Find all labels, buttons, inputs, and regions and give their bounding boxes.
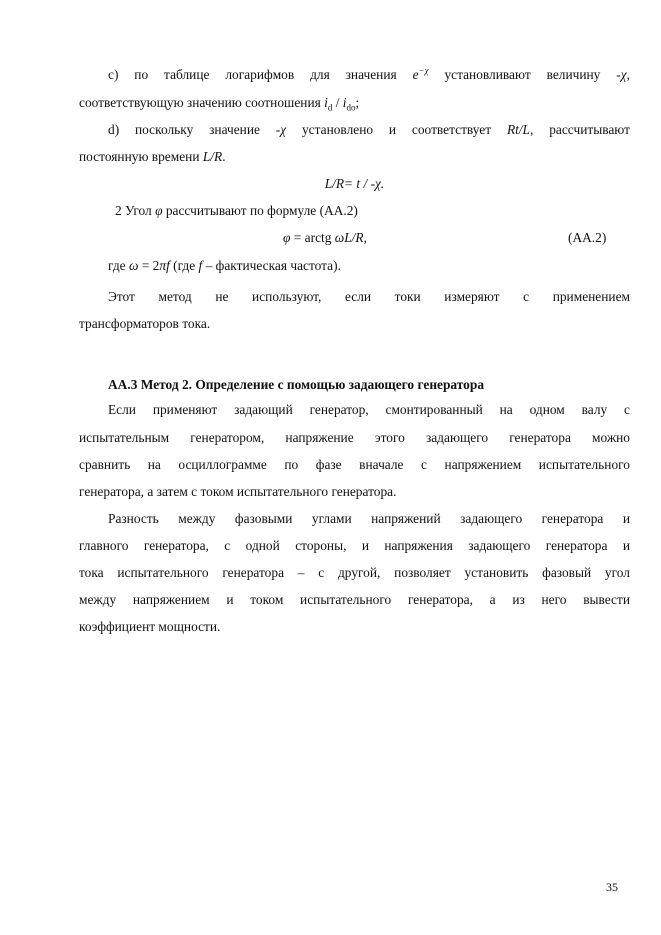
paragraph-5-line-5: коэффициент мощности.	[79, 619, 221, 634]
where-line	[108, 257, 630, 274]
text: рассчитывают по формуле (АА.2)	[162, 203, 358, 218]
text: 2 Угол	[115, 203, 156, 218]
paragraph-3-line-1: Этот метод не используют, если токи измеряют с применением	[108, 289, 630, 304]
symbol-i: i	[324, 95, 328, 110]
symbol-l-r: L/R	[202, 149, 223, 164]
symbol-chi: χ	[280, 122, 287, 137]
note-2	[115, 202, 661, 219]
text: постоянную времени	[79, 149, 203, 164]
symbol-f: f	[198, 258, 203, 273]
text: ,	[363, 230, 367, 245]
text: d) поскольку значение -	[108, 122, 281, 137]
subscript-do: do	[346, 102, 356, 113]
symbol-phi: φ	[155, 203, 163, 218]
paragraph-3-line-2: трансформаторов тока.	[79, 316, 211, 331]
paragraph-d-line-2	[79, 148, 630, 165]
text: = 2	[138, 258, 160, 273]
paragraph-d-line-1	[108, 121, 630, 138]
page-number: 35	[606, 880, 618, 894]
text: – фактическая частота).	[202, 258, 341, 273]
paragraph-4-line-4: генератора, а затем с током испытательного генератора.	[79, 484, 397, 499]
text: (где	[169, 258, 199, 273]
equation-aa2	[283, 229, 483, 246]
text: соответствующую значению соотношения	[79, 95, 325, 110]
text: = arctg	[290, 230, 335, 245]
symbol-omega: ω	[128, 258, 139, 273]
equation-number: (АА.2)	[568, 230, 607, 245]
symbol-e: e	[412, 67, 419, 82]
paragraph-5-line-2: главного генератора, с одной стороны, и напряжения задающего генератора и	[79, 538, 630, 553]
paragraph-5-line-4: между напряжением и током испытательного генератора, а из него вывести	[79, 592, 630, 607]
paragraph-5-line-3: тока испытательного генератора – с другой, позволяет установить фазовый угол	[79, 565, 630, 580]
equation-text: L/R= t / -χ.	[324, 176, 385, 191]
symbol-pi-f: πf	[159, 258, 170, 273]
text: с) по таблице логарифмов для значения	[108, 67, 413, 82]
subscript-d: d	[327, 102, 333, 113]
text: .	[222, 149, 226, 164]
text: установливают величину -	[428, 67, 621, 82]
paragraph-c-line-2	[79, 94, 630, 111]
text: установлено и соответствует	[286, 122, 507, 137]
equation-lr	[79, 175, 630, 192]
symbol-rt-l: Rt/L	[506, 122, 531, 137]
text: /	[332, 95, 343, 110]
symbol-phi: φ	[283, 230, 291, 245]
section-heading: АА.3 Метод 2. Определение с помощью задающего генератора	[108, 377, 485, 392]
text: ,	[626, 67, 630, 82]
symbol-omega-l-r: ωL/R	[334, 230, 364, 245]
text: ;	[355, 95, 360, 110]
symbol-chi: χ	[620, 67, 627, 82]
paragraph-c-line-1	[108, 66, 630, 83]
paragraph-4-line-1: Если применяют задающий генератор, смонтированный на одном валу с	[108, 402, 630, 417]
paragraph-4-line-3: сравнить на осциллограмме по фазе вначале с напряжением испытательного	[79, 457, 630, 472]
symbol-i: i	[342, 95, 347, 110]
text: где	[108, 258, 129, 273]
text: , рассчитывают	[530, 122, 630, 137]
symbol-exponent: −χ	[418, 65, 429, 76]
paragraph-4-line-2: испытательным генератором, напряжение этого задающего генератора можно	[79, 430, 630, 445]
paragraph-5-line-1: Разность между фазовыми углами напряжений задающего генератора и	[108, 511, 630, 526]
